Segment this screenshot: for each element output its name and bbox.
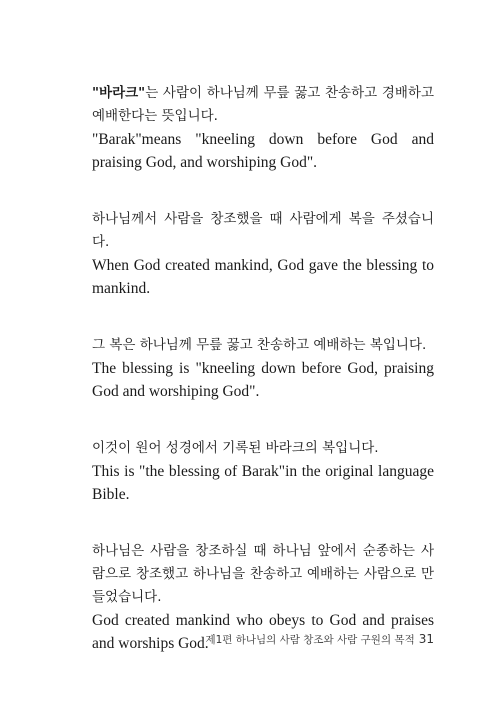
page-number: 31 [418,632,434,646]
page-body [92,82,434,689]
paragraph-1 [92,82,434,174]
running-title: 제1편 하나님의 사람 창조와 사람 구원의 목적 [205,634,415,646]
english-text: When God created mankind, God gave the blessing to mankind. [92,257,434,297]
english-text: God created mankind who obeys to God and praises and worships God. [92,612,434,652]
korean-text: 이것이 원어 성경에서 기록된 바라크의 복입니다. [92,440,379,456]
korean-text: 하나님은 사람을 창조하실 때 하나님 앞에서 순종하는 사람으로 창조했고 하나님을 찬송하고 예배하는 사람으로 만들었습니다. [92,543,434,605]
page-footer [205,632,434,647]
korean-sentence: 는 사람이 하나님께 무릎 꿇고 찬송하고 경배하고 예배한다는 뜻입니다. [92,85,434,124]
english-text: The blessing is "kneeling down before God, praising God and worshiping God". [92,360,434,400]
korean-bold-term: "바라크" [92,85,146,101]
english-text: "Barak"means "kneeling down before God and praising God, and worshiping God". [92,131,434,171]
korean-text: 하나님께서 사람을 창조했을 때 사람에게 복을 주셨습니다. [92,211,434,250]
english-text: This is "the blessing of Barak"in the original language Bible. [92,463,434,503]
paragraph-4 [92,437,434,506]
paragraph-3 [92,334,434,403]
paragraph-2 [92,208,434,300]
korean-text: 그 복은 하나님께 무릎 꿇고 찬송하고 예배하는 복입니다. [92,337,427,353]
korean-text [92,82,434,128]
